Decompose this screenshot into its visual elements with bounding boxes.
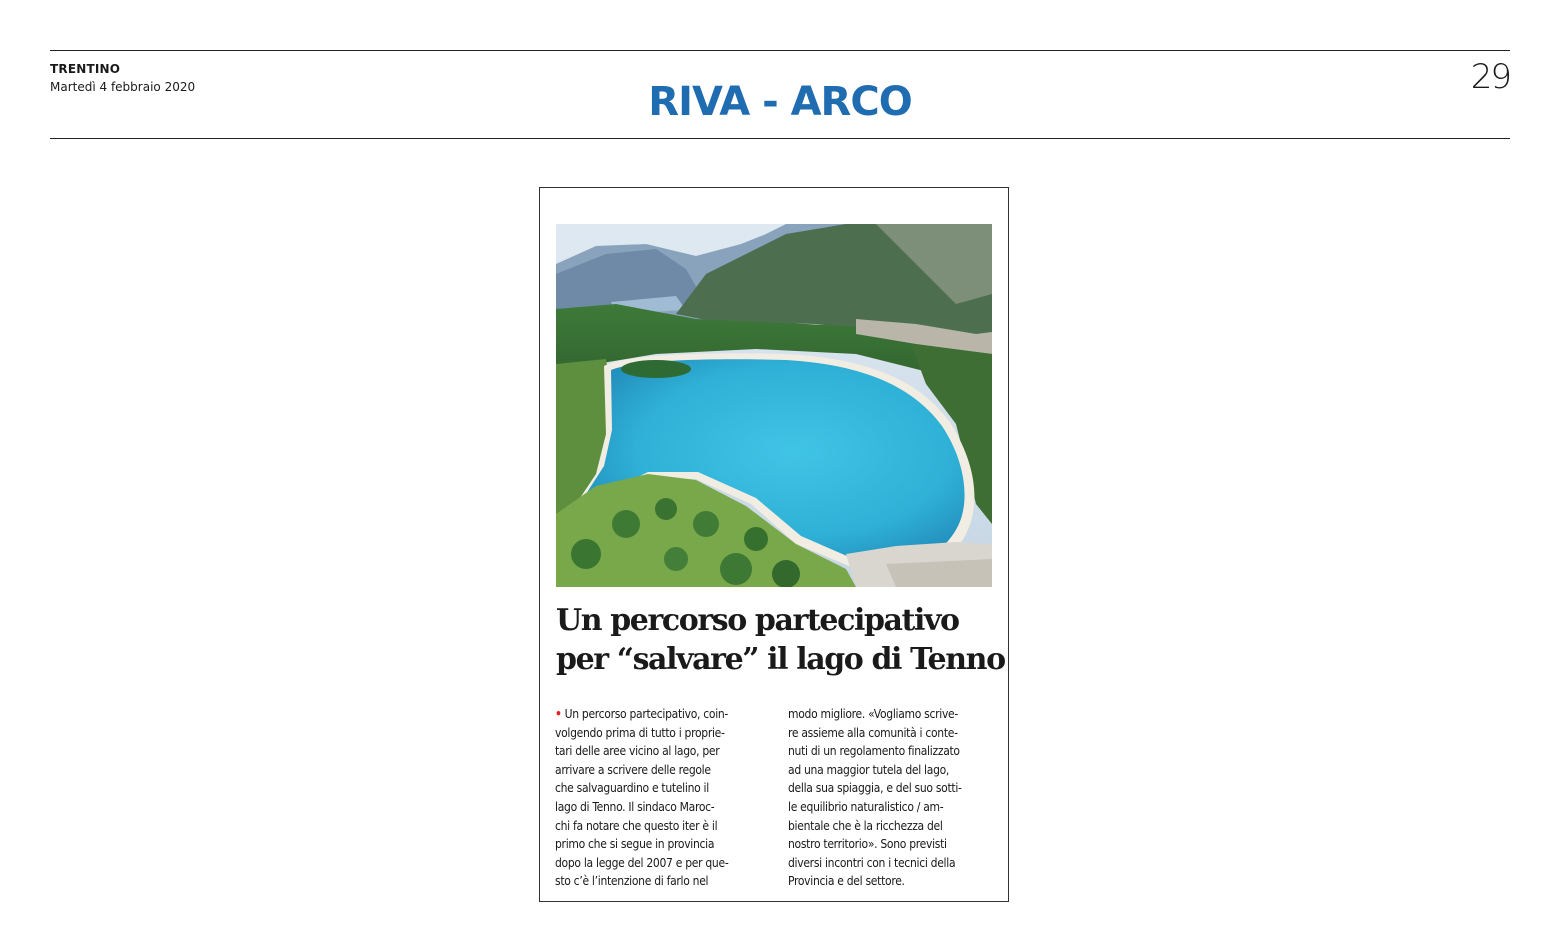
- body-line: primo che si segue in provincia: [555, 837, 715, 852]
- body-line: le equilibrio naturalistico / am-: [788, 799, 944, 814]
- newspaper-name: TRENTINO: [50, 62, 121, 76]
- body-line: ad una maggior tutela del lago,: [788, 762, 950, 777]
- body-line: dopo la legge del 2007 e per que-: [555, 855, 729, 870]
- body-line: che salvaguardino e tutelino il: [555, 781, 709, 796]
- body-line: nostro territorio». Sono previsti: [788, 837, 947, 852]
- article-box: [539, 187, 1009, 902]
- body-line: lago di Tenno. Il sindaco Maroc-: [555, 799, 715, 814]
- body-line: modo migliore. «Vogliamo scrive-: [788, 707, 959, 721]
- page-number: 29: [1470, 57, 1510, 97]
- headline-line: per “salvare” il lago di Tenno: [556, 642, 1005, 677]
- body-line: della sua spiaggia, e del suo sotti-: [788, 781, 962, 796]
- body-line: bientale che è la ricchezza del: [788, 818, 943, 833]
- body-line: tari delle aree vicino al lago, per: [555, 744, 720, 759]
- body-line: sto c’è l’intenzione di farlo nel: [555, 874, 709, 889]
- header-top-rule: [50, 50, 1510, 51]
- body-line: re assieme alla comunità i conte-: [788, 725, 958, 740]
- body-line: volgendo prima di tutto i proprie-: [555, 725, 725, 740]
- lake-photo: [556, 224, 992, 587]
- body-line: Provincia e del settore.: [788, 874, 905, 889]
- body-line: nuti di un regolamento finalizzato: [788, 744, 960, 759]
- body-line: arrivare a scrivere delle regole: [555, 762, 711, 777]
- section-title: RIVA - ARCO: [648, 79, 912, 125]
- headline-line: Un percorso partecipativo: [556, 603, 959, 638]
- body-column-right: [788, 705, 1000, 891]
- body-column-left: [555, 705, 767, 891]
- bullet-icon: •: [555, 707, 562, 721]
- body-line: chi fa notare che questo iter è il: [555, 818, 718, 833]
- body-line: diversi incontri con i tecnici della: [788, 855, 956, 870]
- body-line: • Un percorso partecipativo, coin-: [555, 707, 729, 721]
- header-bottom-rule: [50, 138, 1510, 139]
- article-headline: [556, 601, 1005, 679]
- issue-date: Martedì 4 febbraio 2020: [50, 80, 196, 94]
